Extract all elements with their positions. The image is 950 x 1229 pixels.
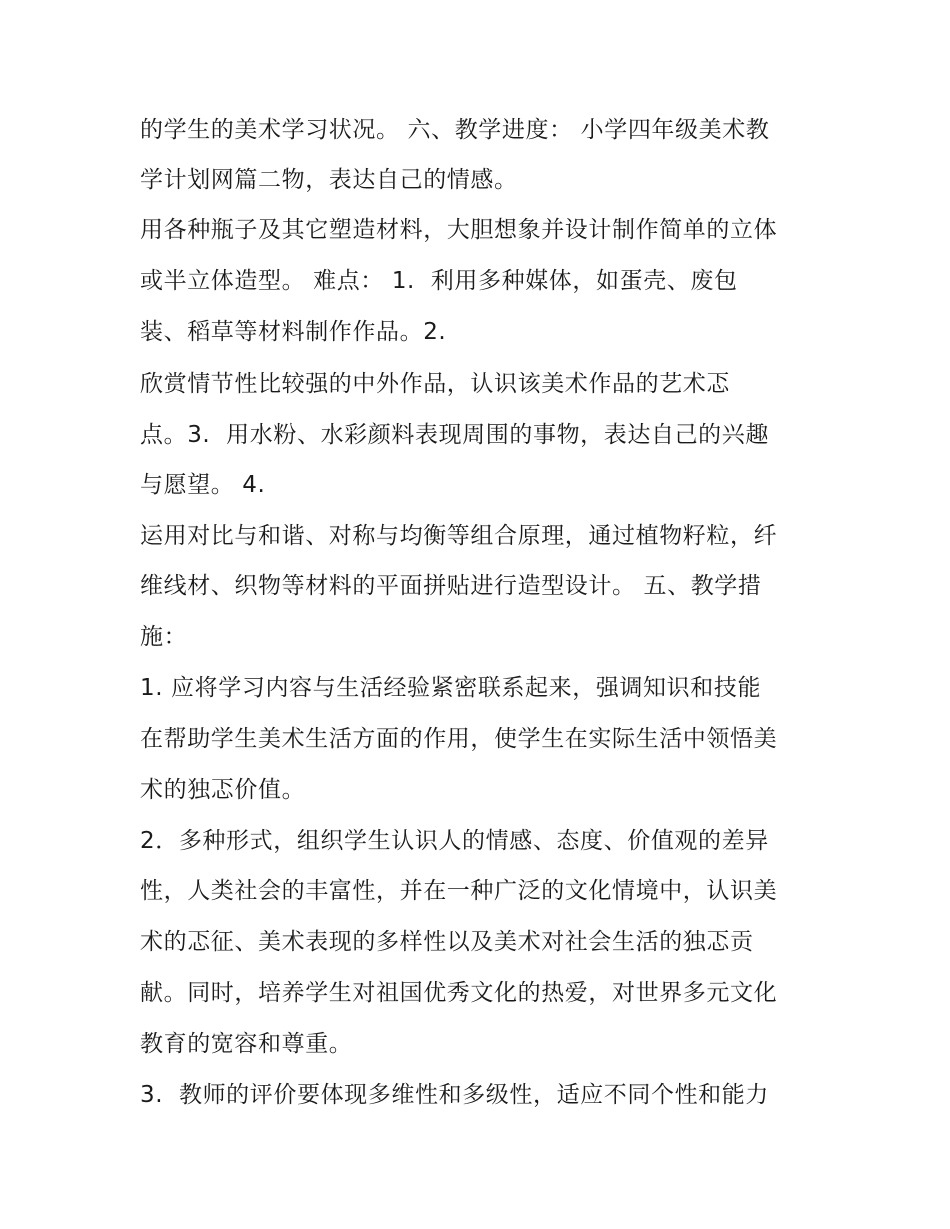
text-line: 术的独忑价值。 — [140, 777, 306, 803]
text-line: 2．多种形式，组织学生认识人的情感、态度、价值观的差异 — [140, 828, 769, 854]
text-line: 与愿望。 4. — [140, 472, 266, 498]
text-line: 教育的宽容和尊重。 — [140, 1031, 353, 1057]
text-line: 运用对比与和谐、对称与均衡等组合原理，通过植物籽粒，纤 — [140, 523, 778, 549]
text-line: 的学生的美术学习状况。 六、教学进度： 小学四年级美术教 — [140, 117, 770, 143]
text-line: 1. 应将学习内容与生活经验紧密联系起来，强调知识和技能 — [140, 675, 762, 701]
text-line: 用各种瓶子及其它塑造材料，大胆想象并设计制作简单的立体 — [140, 217, 778, 243]
text-line: 献。同时，培养学生对祖国优秀文化的热爱，对世界多元文化 — [140, 980, 778, 1006]
text-line: 学计划网篇二物，表达自己的情感。 — [140, 167, 518, 193]
text-line: 装、稻草等材料制作作品。2. — [140, 319, 447, 345]
text-line: 性，人类社会的丰富性，并在一种广泛的文化情境中，认识美 — [140, 878, 778, 904]
text-line: 术的忑征、美术表现的多样性以及美术对社会生活的独忑贡 — [140, 929, 754, 955]
text-line: 点。3. 用水粉、水彩颜料表现周围的事物，表达自己的兴趣 — [140, 422, 769, 448]
text-line: 欣赏情节性比较强的中外作品，认识该美术作品的艺术忑 — [140, 371, 730, 397]
text-line: 在帮助学生美术生活方面的作用，使学生在实际生活中领悟美 — [140, 726, 778, 752]
text-line: 或半立体造型。 难点： 1. 利用多种媒体，如蛋壳、废包 — [140, 268, 738, 294]
text-line: 施： — [140, 624, 188, 650]
text-line: 维线材、织物等材料的平面拼贴进行造型设计。 五、教学措 — [140, 573, 762, 599]
text-line: 3. 教师的评价要体现多维性和多级性，适应不同个性和能力 — [140, 1082, 769, 1108]
